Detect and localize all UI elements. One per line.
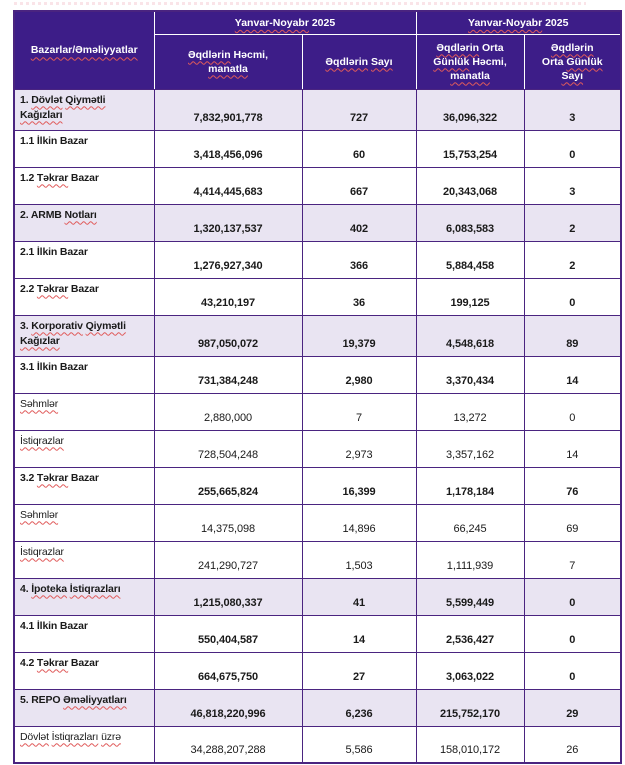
deal-count-cell: 727 (302, 89, 416, 130)
avg-daily-count-cell: 7 (524, 541, 621, 578)
table-row (14, 467, 621, 504)
table-row (14, 615, 621, 652)
market-label-cell: 2.2 Təkrar Bazar (14, 278, 154, 315)
avg-daily-volume-cell: 15,753,254 (416, 130, 524, 167)
deal-count-cell: 402 (302, 204, 416, 241)
deal-volume-cell: 2,880,000 (154, 393, 302, 430)
deal-count-cell: 1,503 (302, 541, 416, 578)
deal-volume-cell: 43,210,197 (154, 278, 302, 315)
avg-daily-volume-cell: 36,096,322 (416, 89, 524, 130)
markets-operations-header-cell: Bazarlar/Əməliyyatlar (14, 11, 154, 89)
period-header-left: Yanvar-Noyabr 2025 (154, 11, 416, 34)
avg-daily-count-cell: 69 (524, 504, 621, 541)
avg-daily-count-cell: 0 (524, 278, 621, 315)
market-label-cell: 1.1 İlkin Bazar (14, 130, 154, 167)
deal-volume-cell: 550,404,587 (154, 615, 302, 652)
avg-daily-volume-cell: 13,272 (416, 393, 524, 430)
avg-daily-volume-cell: 3,357,162 (416, 430, 524, 467)
market-label-cell: 2. ARMB Notları (14, 204, 154, 241)
deal-volume-cell: 731,384,248 (154, 356, 302, 393)
table-row (14, 504, 621, 541)
market-label-cell: 5. REPO Əməliyyatları (14, 689, 154, 726)
deal-count-cell: 16,399 (302, 467, 416, 504)
table-row (14, 652, 621, 689)
table-row (14, 278, 621, 315)
avg-daily-volume-cell: 158,010,172 (416, 726, 524, 763)
avg-daily-volume-cell: 2,536,427 (416, 615, 524, 652)
market-label-cell: 3. Korporativ Qiymətli Kağızlar (14, 315, 154, 356)
avg-daily-count-cell: 0 (524, 615, 621, 652)
table-row (14, 130, 621, 167)
deal-count-cell: 667 (302, 167, 416, 204)
table-body (14, 89, 621, 763)
avg-daily-count-cell: 89 (524, 315, 621, 356)
deal-count-cell: 14,896 (302, 504, 416, 541)
deal-count-cell: 41 (302, 578, 416, 615)
deal-count-cell: 2,973 (302, 430, 416, 467)
market-label-cell: 3.2 Təkrar Bazar (14, 467, 154, 504)
avg-daily-volume-cell: 3,370,434 (416, 356, 524, 393)
deal-count-cell: 366 (302, 241, 416, 278)
table-row (14, 241, 621, 278)
avg-daily-count-cell: 14 (524, 430, 621, 467)
market-label-cell: 1. Dövlət Qiymətli Kağızları (14, 89, 154, 130)
deal-volume-cell: 728,504,248 (154, 430, 302, 467)
avg-daily-count-cell: 0 (524, 393, 621, 430)
section-row (14, 689, 621, 726)
market-label-cell: 2.1 İlkin Bazar (14, 241, 154, 278)
table-row (14, 541, 621, 578)
avg-daily-volume-cell: 199,125 (416, 278, 524, 315)
deal-volume-cell: 987,050,072 (154, 315, 302, 356)
section-row (14, 578, 621, 615)
deal-volume-cell: 664,675,750 (154, 652, 302, 689)
deal-volume-cell: 1,215,080,337 (154, 578, 302, 615)
deal-volume-cell: 1,320,137,537 (154, 204, 302, 241)
section-row (14, 315, 621, 356)
cropped-squiggle-artifact (14, 2, 586, 5)
avg-daily-count-cell: 3 (524, 167, 621, 204)
deal-count-cell: 60 (302, 130, 416, 167)
deal-volume-cell: 4,414,445,683 (154, 167, 302, 204)
table-row (14, 167, 621, 204)
deal-count-cell: 2,980 (302, 356, 416, 393)
deal-count-cell: 36 (302, 278, 416, 315)
deal-count-header-cell: Əqdlərin Sayı (302, 34, 416, 89)
avg-daily-volume-cell: 3,063,022 (416, 652, 524, 689)
table-row (14, 726, 621, 763)
avg-daily-count-header-cell: Əqdlərin Orta Günlük Sayı (524, 34, 621, 89)
avg-daily-count-cell: 3 (524, 89, 621, 130)
deal-volume-cell: 7,832,901,778 (154, 89, 302, 130)
avg-daily-count-cell: 14 (524, 356, 621, 393)
deal-volume-cell: 34,288,207,288 (154, 726, 302, 763)
deal-volume-header-cell: Əqdlərin Həcmi, manatla (154, 34, 302, 89)
deal-volume-cell: 46,818,220,996 (154, 689, 302, 726)
deal-count-cell: 27 (302, 652, 416, 689)
avg-daily-count-cell: 26 (524, 726, 621, 763)
deal-volume-cell: 1,276,927,340 (154, 241, 302, 278)
avg-daily-count-cell: 76 (524, 467, 621, 504)
avg-daily-volume-cell: 6,083,583 (416, 204, 524, 241)
avg-daily-count-cell: 0 (524, 578, 621, 615)
deal-volume-cell: 255,665,824 (154, 467, 302, 504)
avg-daily-count-cell: 29 (524, 689, 621, 726)
deal-count-cell: 7 (302, 393, 416, 430)
avg-daily-volume-cell: 66,245 (416, 504, 524, 541)
market-label-cell: 1.2 Təkrar Bazar (14, 167, 154, 204)
market-label-cell: Səhmlər (14, 504, 154, 541)
avg-daily-volume-cell: 5,599,449 (416, 578, 524, 615)
market-label-cell: 4.2 Təkrar Bazar (14, 652, 154, 689)
market-label-cell: İstiqrazlar (14, 430, 154, 467)
deal-volume-cell: 14,375,098 (154, 504, 302, 541)
avg-daily-volume-header-cell: Əqdlərin Orta Günlük Həcmi, manatla (416, 34, 524, 89)
securities-market-table (13, 10, 622, 764)
avg-daily-count-cell: 0 (524, 130, 621, 167)
avg-daily-count-cell: 2 (524, 241, 621, 278)
deal-volume-cell: 3,418,456,096 (154, 130, 302, 167)
deal-count-cell: 19,379 (302, 315, 416, 356)
avg-daily-volume-cell: 4,548,618 (416, 315, 524, 356)
avg-daily-volume-cell: 215,752,170 (416, 689, 524, 726)
period-header-row (14, 11, 621, 34)
period-header-right: Yanvar-Noyabr 2025 (416, 11, 621, 34)
deal-count-cell: 6,236 (302, 689, 416, 726)
avg-daily-volume-cell: 1,111,939 (416, 541, 524, 578)
deal-count-cell: 5,586 (302, 726, 416, 763)
table-row (14, 393, 621, 430)
market-label-cell: Dövlət İstiqrazları üzrə (14, 726, 154, 763)
deal-count-cell: 14 (302, 615, 416, 652)
market-label-cell: 3.1 İlkin Bazar (14, 356, 154, 393)
table-row (14, 430, 621, 467)
avg-daily-count-cell: 0 (524, 652, 621, 689)
avg-daily-volume-cell: 20,343,068 (416, 167, 524, 204)
deal-volume-cell: 241,290,727 (154, 541, 302, 578)
avg-daily-volume-cell: 1,178,184 (416, 467, 524, 504)
market-label-cell: 4.1 İlkin Bazar (14, 615, 154, 652)
table-header (14, 11, 621, 89)
section-row (14, 89, 621, 130)
avg-daily-volume-cell: 5,884,458 (416, 241, 524, 278)
market-label-cell: İstiqrazlar (14, 541, 154, 578)
section-row (14, 204, 621, 241)
table-row (14, 356, 621, 393)
market-label-cell: Səhmlər (14, 393, 154, 430)
market-label-cell: 4. İpoteka İstiqrazları (14, 578, 154, 615)
avg-daily-count-cell: 2 (524, 204, 621, 241)
